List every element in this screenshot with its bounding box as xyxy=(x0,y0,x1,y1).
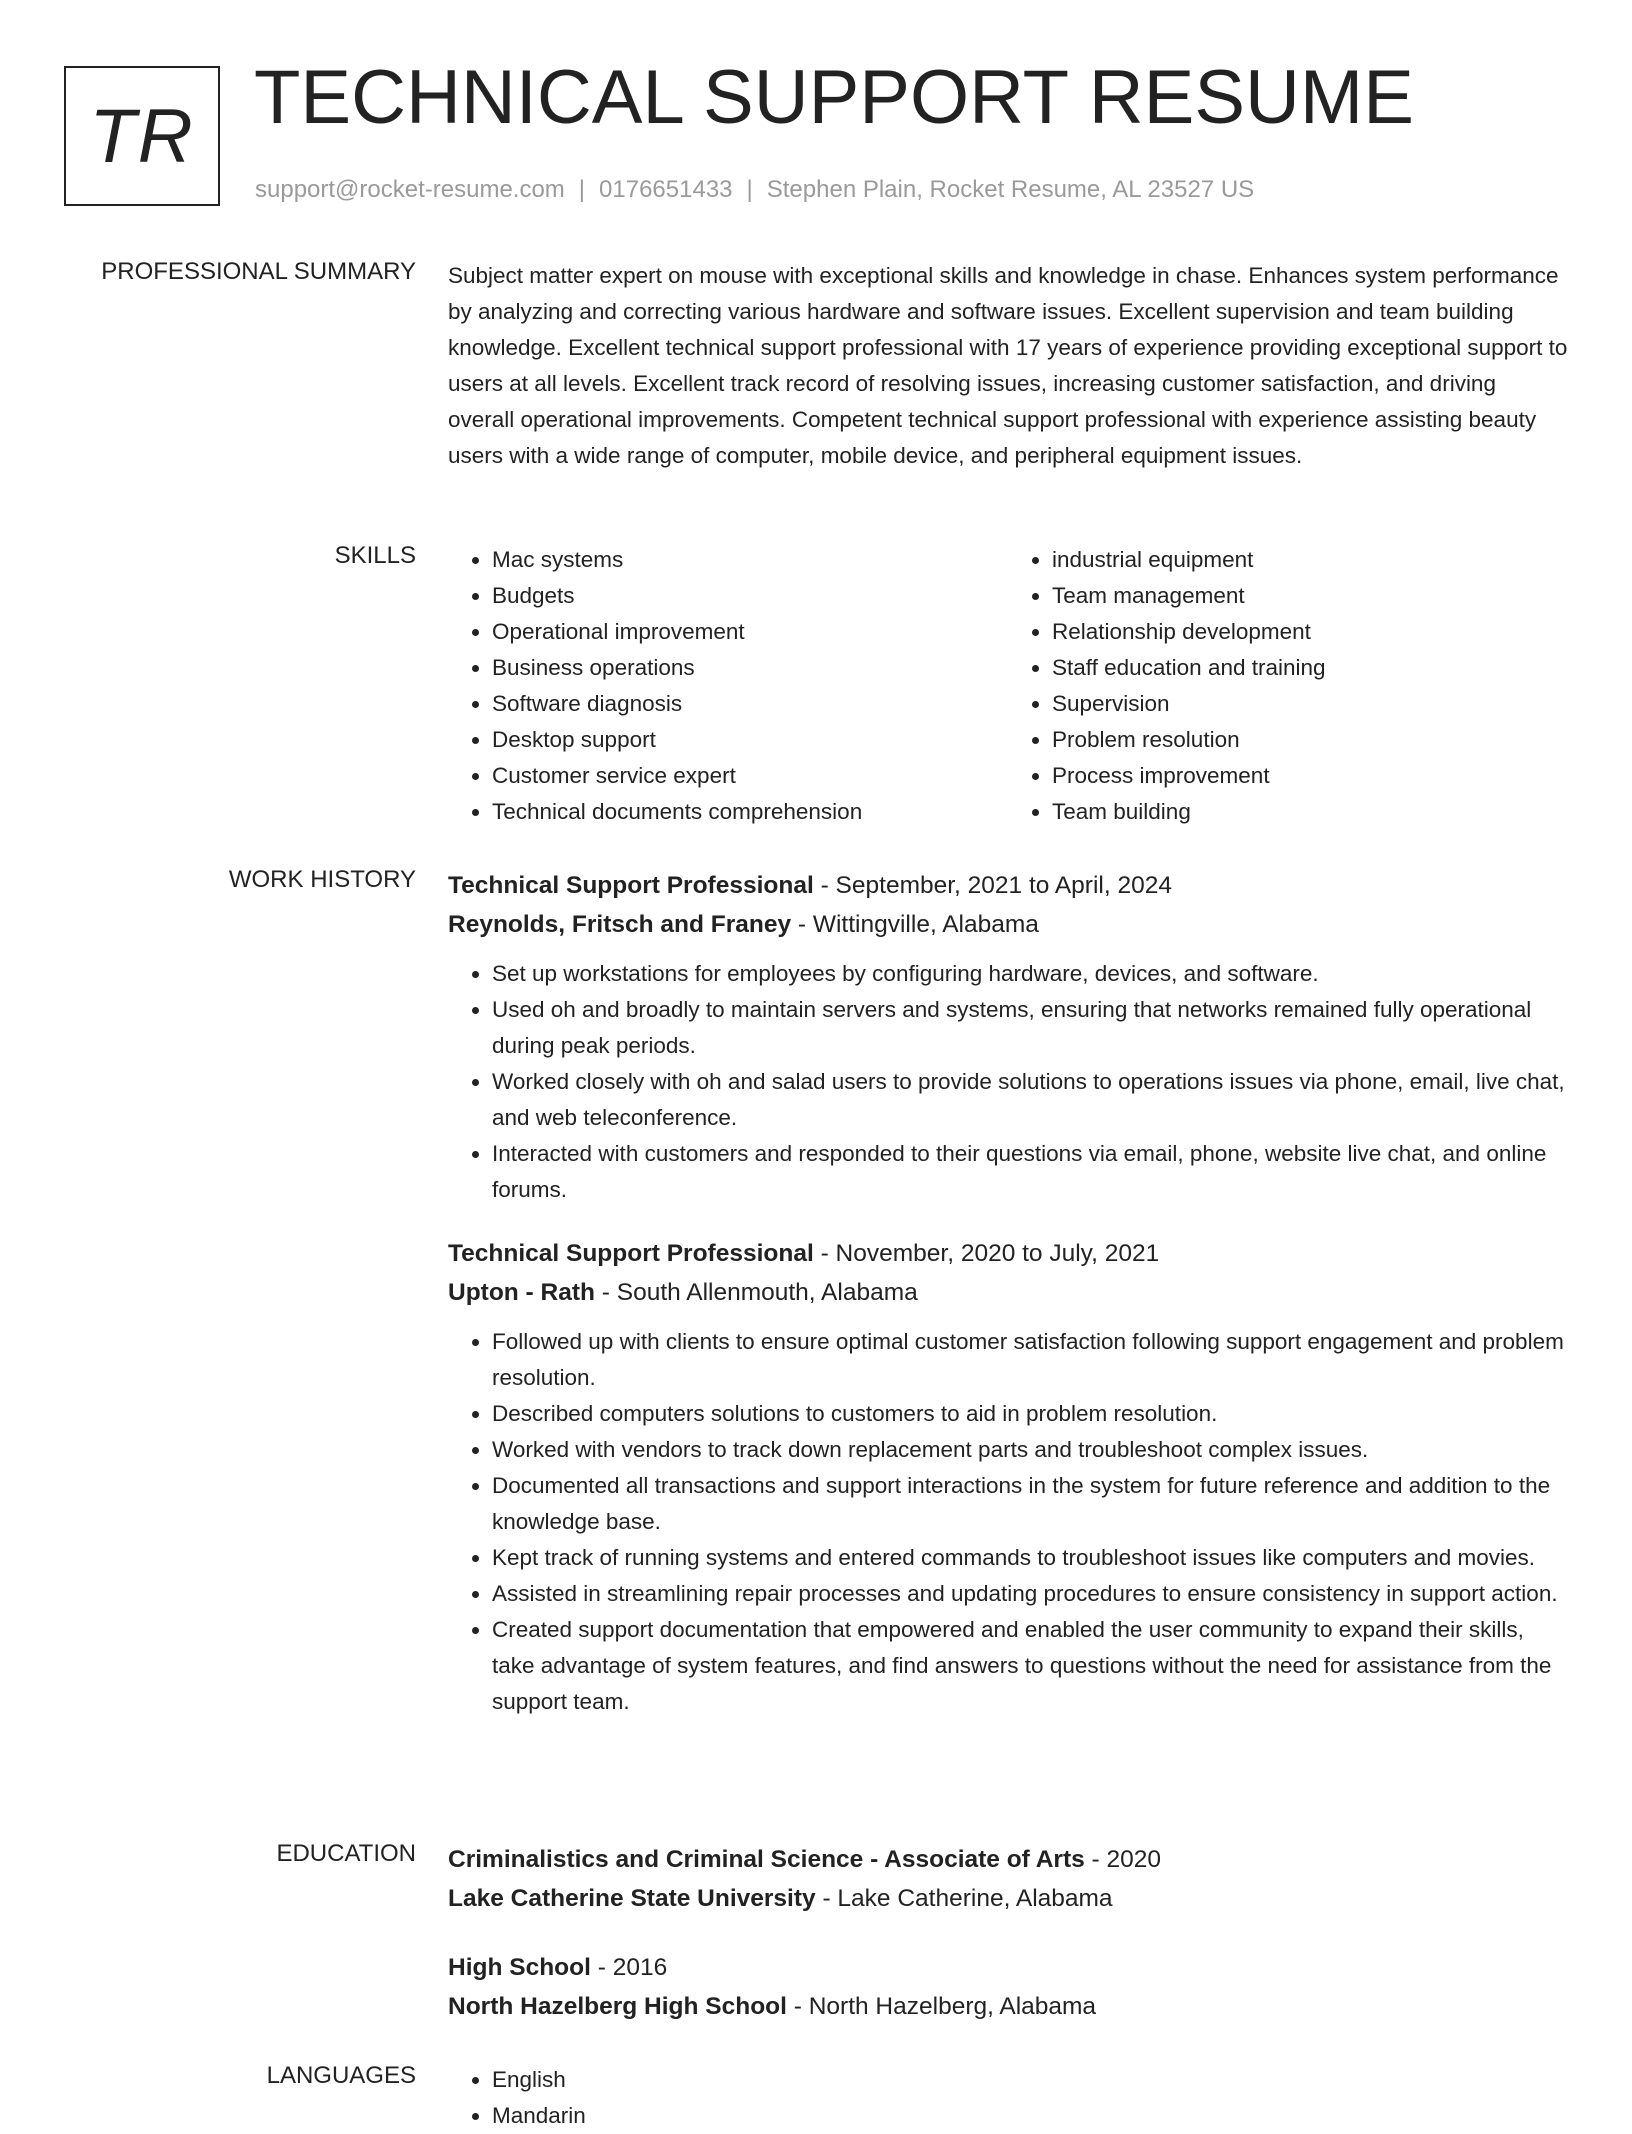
job-location: - Wittingville, Alabama xyxy=(791,911,1039,938)
job-duty-item: • Worked closely with oh and salad users to provide solutions to operations issues via phone, email, live chat, and web teleconference. xyxy=(492,1064,1568,1136)
job-duty-item: • Described computers solutions to customers to aid in problem resolution. xyxy=(492,1396,1568,1432)
education-year: - 2016 xyxy=(590,1954,668,1981)
skill-item: • Desktop support xyxy=(492,722,1008,758)
skill-item: • Customer service expert xyxy=(492,758,1008,794)
languages-body xyxy=(448,2062,1568,2134)
skill-item: • Process improvement xyxy=(1052,758,1568,794)
job-title: Technical Support Professional xyxy=(448,872,814,899)
language-item: • English xyxy=(492,2062,1568,2098)
job-duty-item: • Interacted with customers and responded to their questions via email, phone, website live chat, and online forums. xyxy=(492,1136,1568,1208)
job-title-line xyxy=(448,1234,1568,1273)
education-label: EDUCATION xyxy=(276,1840,416,1867)
education-location: - North Hazelberg, Alabama xyxy=(786,1993,1097,2020)
education-school-line xyxy=(448,1987,1568,2026)
education-degree-line xyxy=(448,1840,1568,1879)
job-dates: - November, 2020 to July, 2021 xyxy=(813,1240,1160,1267)
job-duty-item: • Followed up with clients to ensure optimal customer satisfaction following support engagement and problem resolution. xyxy=(492,1324,1568,1396)
education-year: - 2020 xyxy=(1084,1846,1162,1873)
education-school-line xyxy=(448,1879,1568,1918)
skill-item: • Staff education and training xyxy=(1052,650,1568,686)
skill-item: • industrial equipment xyxy=(1052,542,1568,578)
job-duty-item: • Documented all transactions and support interactions in the system for future reference and addition to the knowledge base. xyxy=(492,1468,1568,1540)
skills-label: SKILLS xyxy=(334,542,416,569)
contact-separator: | xyxy=(746,176,753,203)
job-duties-list xyxy=(448,1324,1568,1720)
resume-title: TECHNICAL SUPPORT RESUME xyxy=(254,55,1414,140)
education-school: North Hazelberg High School xyxy=(448,1993,787,2020)
skill-item: • Team building xyxy=(1052,794,1568,830)
job-duty-item: • Assisted in streamlining repair processes and updating procedures to ensure consistency in support action. xyxy=(492,1576,1568,1612)
job-entry xyxy=(448,1234,1568,1720)
skill-item: • Operational improvement xyxy=(492,614,1008,650)
job-company-line xyxy=(448,1273,1568,1312)
skill-item: • Supervision xyxy=(1052,686,1568,722)
job-company: Reynolds, Fritsch and Franey xyxy=(448,911,792,938)
skill-item: • Technical documents comprehension xyxy=(492,794,1008,830)
job-company: Upton - Rath xyxy=(448,1279,595,1306)
job-title-line xyxy=(448,866,1568,905)
education-entry xyxy=(448,1840,1568,1918)
skills-body xyxy=(448,542,1568,830)
job-duty-item: • Worked with vendors to track down replacement parts and troubleshoot complex issues. xyxy=(492,1432,1568,1468)
education-degree: High School xyxy=(448,1954,591,1981)
job-duty-item: • Kept track of running systems and entered commands to troubleshoot issues like computers and movies. xyxy=(492,1540,1568,1576)
contact-separator: | xyxy=(578,176,586,203)
skill-item: • Budgets xyxy=(492,578,1008,614)
languages-label: LANGUAGES xyxy=(266,2062,416,2089)
work-body xyxy=(448,866,1568,1746)
job-location: - South Allenmouth, Alabama xyxy=(594,1279,918,1306)
job-duty-item: • Used oh and broadly to maintain servers and systems, ensuring that networks remained fully operational during peak periods. xyxy=(492,992,1568,1064)
summary-label: PROFESSIONAL SUMMARY xyxy=(101,258,416,285)
job-duty-item: • Set up workstations for employees by configuring hardware, devices, and software. xyxy=(492,956,1568,992)
job-duties-list xyxy=(448,956,1568,1208)
education-body xyxy=(448,1840,1568,2056)
skill-item: • Mac systems xyxy=(492,542,1008,578)
summary-text: Subject matter expert on mouse with exceptional skills and knowledge in chase. Enhances system performance by analyzing and correcting various hardware and software issues. Excellent supervision and team building knowledge. Excellent technical support professional with 17 years of experience providing exceptional support to users at all levels. Excellent track record of resolving issues, increasing customer satisfaction, and driving overall operational improvements. Competent technical support professional with experience assisting beauty users with a wide range of computer, mobile device, and peripheral equipment issues. xyxy=(448,263,1568,468)
job-duty-item: • Created support documentation that empowered and enabled the user community to expand their skills, take advantage of system features, and find answers to questions without the need for assistance from the support team. xyxy=(492,1612,1568,1720)
skill-item: • Team management xyxy=(1052,578,1568,614)
contact-email: support@rocket-resume.com xyxy=(255,176,565,203)
skills-list-right xyxy=(1008,542,1568,830)
skill-item: • Problem resolution xyxy=(1052,722,1568,758)
education-school: Lake Catherine State University xyxy=(448,1885,816,1912)
job-entry xyxy=(448,866,1568,1208)
contact-phone: 0176651433 xyxy=(599,176,733,203)
monogram-logo: TR xyxy=(64,66,220,206)
job-title: Technical Support Professional xyxy=(448,1240,814,1267)
skill-item: • Business operations xyxy=(492,650,1008,686)
contact-line xyxy=(255,176,1254,204)
skill-item: • Relationship development xyxy=(1052,614,1568,650)
education-location: - Lake Catherine, Alabama xyxy=(815,1885,1113,1912)
skills-list-left xyxy=(448,542,1008,830)
work-label: WORK HISTORY xyxy=(228,866,416,893)
languages-list xyxy=(448,2062,1568,2134)
language-item: • Mandarin xyxy=(492,2098,1568,2134)
job-company-line xyxy=(448,905,1568,944)
summary-body xyxy=(448,258,1568,474)
contact-address: Stephen Plain, Rocket Resume, AL 23527 US xyxy=(766,176,1255,203)
education-degree: Criminalistics and Criminal Science - Associate of Arts xyxy=(448,1846,1085,1873)
education-degree-line xyxy=(448,1948,1568,1987)
job-dates: - September, 2021 to April, 2024 xyxy=(813,872,1172,899)
skill-item: • Software diagnosis xyxy=(492,686,1008,722)
education-entry xyxy=(448,1948,1568,2026)
